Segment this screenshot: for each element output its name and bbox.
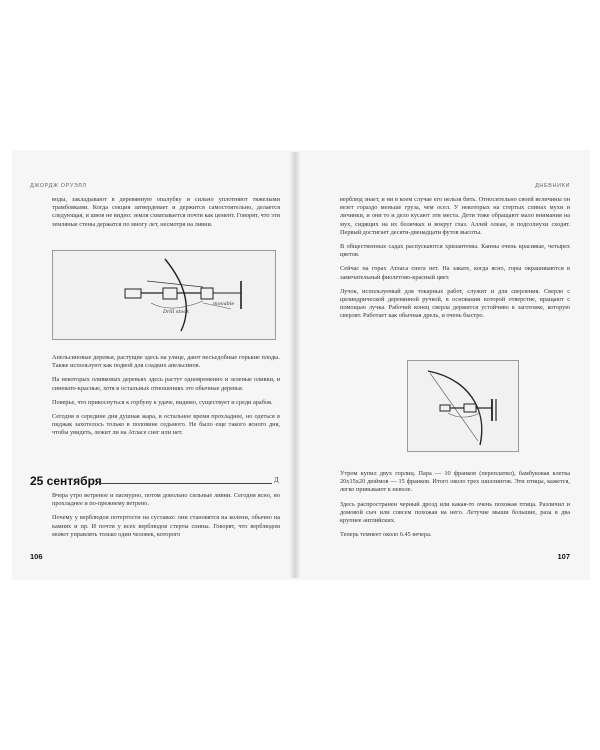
left-text-top [52, 196, 280, 235]
paragraph: Здесь распространен черный дрозд или какая-то очень похожая птица. Различил и домовой сыч или совсем похожая на него. Летучие мыши большие, раза в два крупнее английских. [340, 500, 570, 525]
paragraph: Теперь темнеет около 6.45 вечера. [340, 531, 432, 539]
right-text-top [340, 196, 570, 327]
paragraph: Сейчас на горах Атласа снега нет. На закате, когда ясно, горы окрашиваются в замечательный фиолетово-красный цвет. [340, 265, 570, 281]
paragraph: воды, закладывают в деревянную опалубку и сильно уплотняют тяжелыми трамбовками. Когда секция затвердевает и держится самостоятельно, делается следующая, и швов не видно: земля схватывается почти как цемент. Говорят, что эти земляные стены держатся по многу лет, несмотря на ливни. [52, 196, 280, 228]
paragraph: Лучок, используемый для токарных работ, служит и для сверления. Сверло с цилиндрической деревянной ручкой, в основании которой отверстие, вращают с помощью лучка. Рабочий конец сверла держится устойчиво в заготовке, которую сверлят. Работает как обычная дрель, и очень быстро. [340, 287, 570, 320]
date-heading: 25 сентября [30, 474, 102, 488]
right-running-head: ДНЕВНИКИ [535, 183, 570, 189]
date-end-mark: Д [274, 476, 279, 484]
paragraph: верблюд знает, и ни в коем случае его нельзя бить. Относительно своей величины он везет гораздо меньше груза, чем осел. У некоторых на стертых спинах мухи и личинки, и они то и дело кусают эти места. Дети тоже обращают мало внимания на мух, сидящих на их болячках и вокруг глаз. Аллей олеан, и подсолнухи сходят. Первый достигает десяти-двенадцати футов высоты. [340, 196, 570, 236]
left-page [30, 150, 280, 580]
paragraph: В общественных садах распускаются хризантемы. Канны очень красивые, четырех цветов. [340, 243, 570, 259]
date-rule [100, 483, 272, 484]
paragraph: На некоторых оливковых деревьях здесь растут одновременно и зеленые оливки, и синевато-красные, хотя в остальных отношениях это обычные деревья. [52, 376, 280, 392]
paragraph: Поверье, что прикоснуться к горбуну к удаче, видимо, существует и среди арабов. [52, 398, 273, 406]
paragraph: Апельсиновые деревья, растущие здесь на улице, дают несъедобные горькие плоды. Также используют как подвой для сладких апельсинов. [52, 354, 280, 370]
paragraph: Утром купил двух горлиц. Пара — 10 франков (переплатил), бамбуковая клетка 20х15х20 дюймов — 15 франков. Итого около трех шиллингов. Эти птицы, кажется, легко привыкают к неволе. [340, 470, 570, 494]
sketch-label-movable: movable [213, 301, 235, 307]
book-gutter [290, 152, 300, 578]
bow-lathe-sketch [408, 361, 518, 451]
paragraph: Почему у верблюдов потертости на суставах: они становятся на колени, обычно на камнях и пр. И почти у всех верблюдов стерты спины. Говорят, что верблюдом может управлять только один человек, которого [52, 514, 280, 538]
left-running-head: ДЖОРДЖ ОРУЭЛЛ [30, 183, 87, 189]
right-page-number: 107 [557, 552, 570, 561]
right-page [312, 150, 570, 580]
left-text-mid [52, 354, 280, 444]
bow-lathe-sketch-figure [407, 360, 519, 452]
left-page-number: 106 [30, 552, 43, 561]
right-text-bottom [340, 470, 570, 545]
sketch-label-drill: Drill stock [163, 309, 190, 315]
paragraph: Сегодня в середине дня душная жара, в остальное время прохладнее, но одеться в пиджак захотелось только в половине седьмого. Не было еще такого ясного дня, чтобы увидеть, лежит ли на Атласе снег или нет. [52, 413, 280, 437]
bow-drill-sketch [53, 251, 275, 339]
paragraph: Вчера утро ветреное и пасмурно, потом довольно сильные ливни. Сегодня ясно, но прохладнее и по-прежнему ветрено. [52, 492, 280, 508]
bow-drill-sketch-figure [52, 250, 276, 340]
left-text-bottom [52, 492, 280, 545]
